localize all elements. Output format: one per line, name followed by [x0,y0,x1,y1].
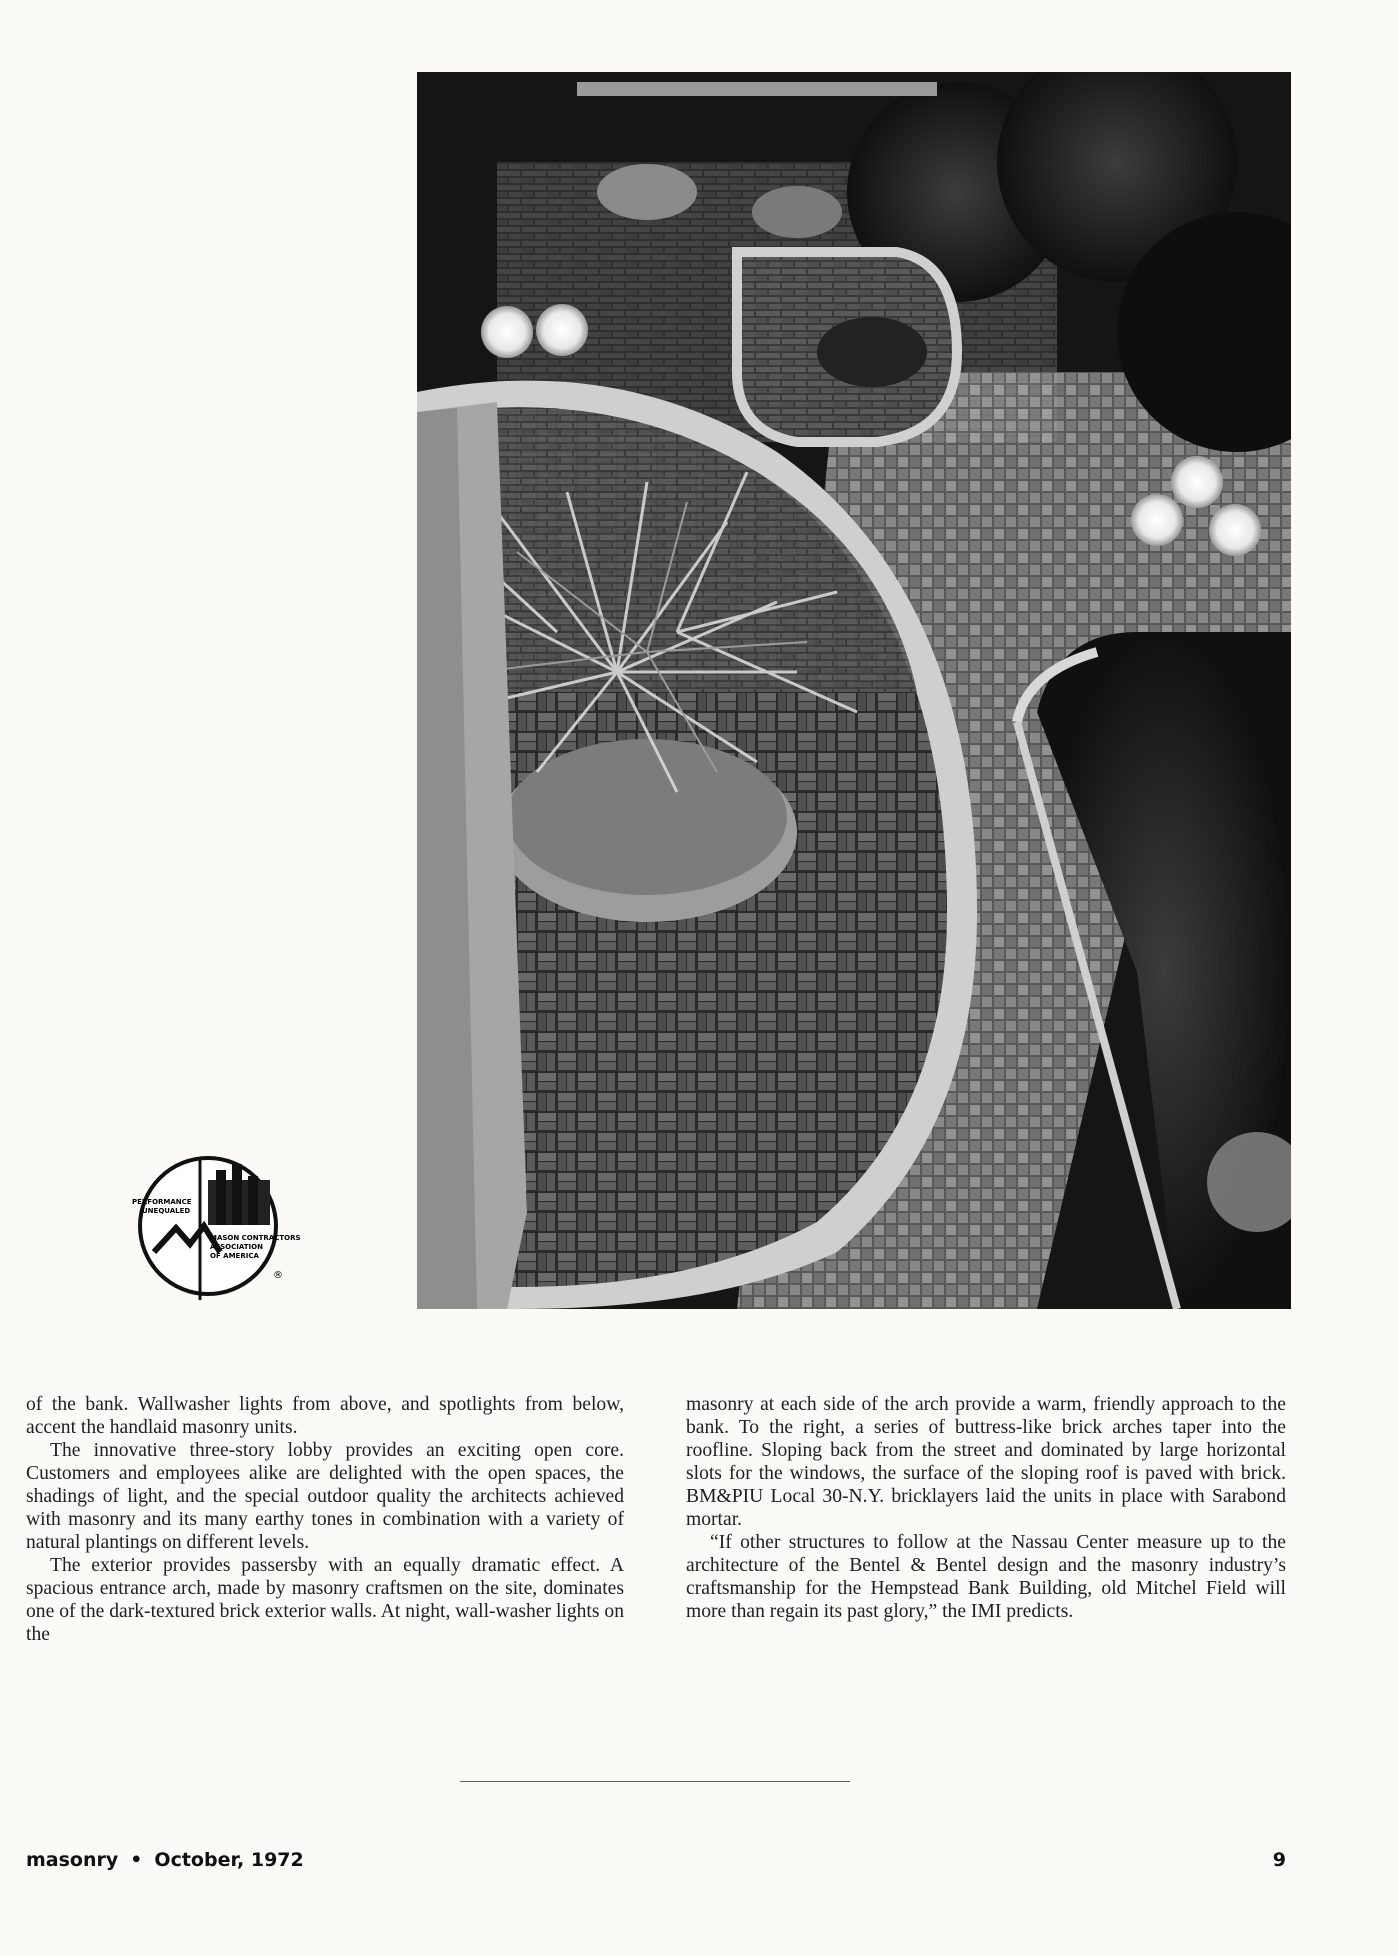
article-paragraph: masonry at each side of the arch provide a warm, friendly approach to the bank. To the right, a series of buttress-like brick arches taper into the roofline. Sloping back from the street and dominated by large horizontal slots for the windows, the surface of the sloping roof is paved with brick. BM&PIU Local 30-N.Y. bricklayers laid the units in place with Sarabond mortar. [686,1394,1286,1530]
emblem-text-mason: MASON CONTRACTORS [210,1234,301,1242]
issue-date: October, 1972 [154,1849,304,1871]
article-paragraph: “If other structures to follow at the Nassau Center measure up to the architecture of the Bentel & Bentel design and the masonry industry’s craftsmanship for the Hempstead Bank Building, old Mitchel Field will more than regain its past glory,” the IMI predicts. [686,1532,1286,1622]
emblem-text-america: OF AMERICA [210,1252,259,1260]
courtyard-photo-image [417,72,1291,1309]
article-paragraph: The exterior provides passersby with an equally dramatic effect. A spacious entrance arch, made by masonry craftsmen on the site, dominates one of the dark-textured brick exterior walls. At night, wall-washer lights on the [26,1555,624,1645]
emblem-text-performance: PERFORMANCE [132,1198,192,1206]
article-column-left [26,1393,624,1646]
article-paragraph: of the bank. Wallwasher lights from above, and spotlights from below, accent the handlaid masonry units. [26,1394,624,1438]
mason-contractors-emblem [128,1140,328,1310]
emblem-text-unequaled: UNEQUALED [142,1207,191,1215]
courtyard-photo [417,72,1291,1309]
section-divider [460,1781,850,1782]
article-column-right [686,1393,1286,1623]
footer-bullet: • [130,1849,143,1871]
page-number: 9 [1272,1849,1286,1871]
publication-name: masonry [26,1849,119,1871]
emblem-text-association: ASSOCIATION [210,1243,263,1251]
article-paragraph: The innovative three-story lobby provides an exciting open core. Customers and employees alike are delighted with the open spaces, the shadings of light, and the special outdoor quality the architects achieved with masonry and its many earthy tones in combination with a variety of natural plantings on different levels. [26,1440,624,1553]
emblem-registered-mark: ® [273,1270,283,1281]
